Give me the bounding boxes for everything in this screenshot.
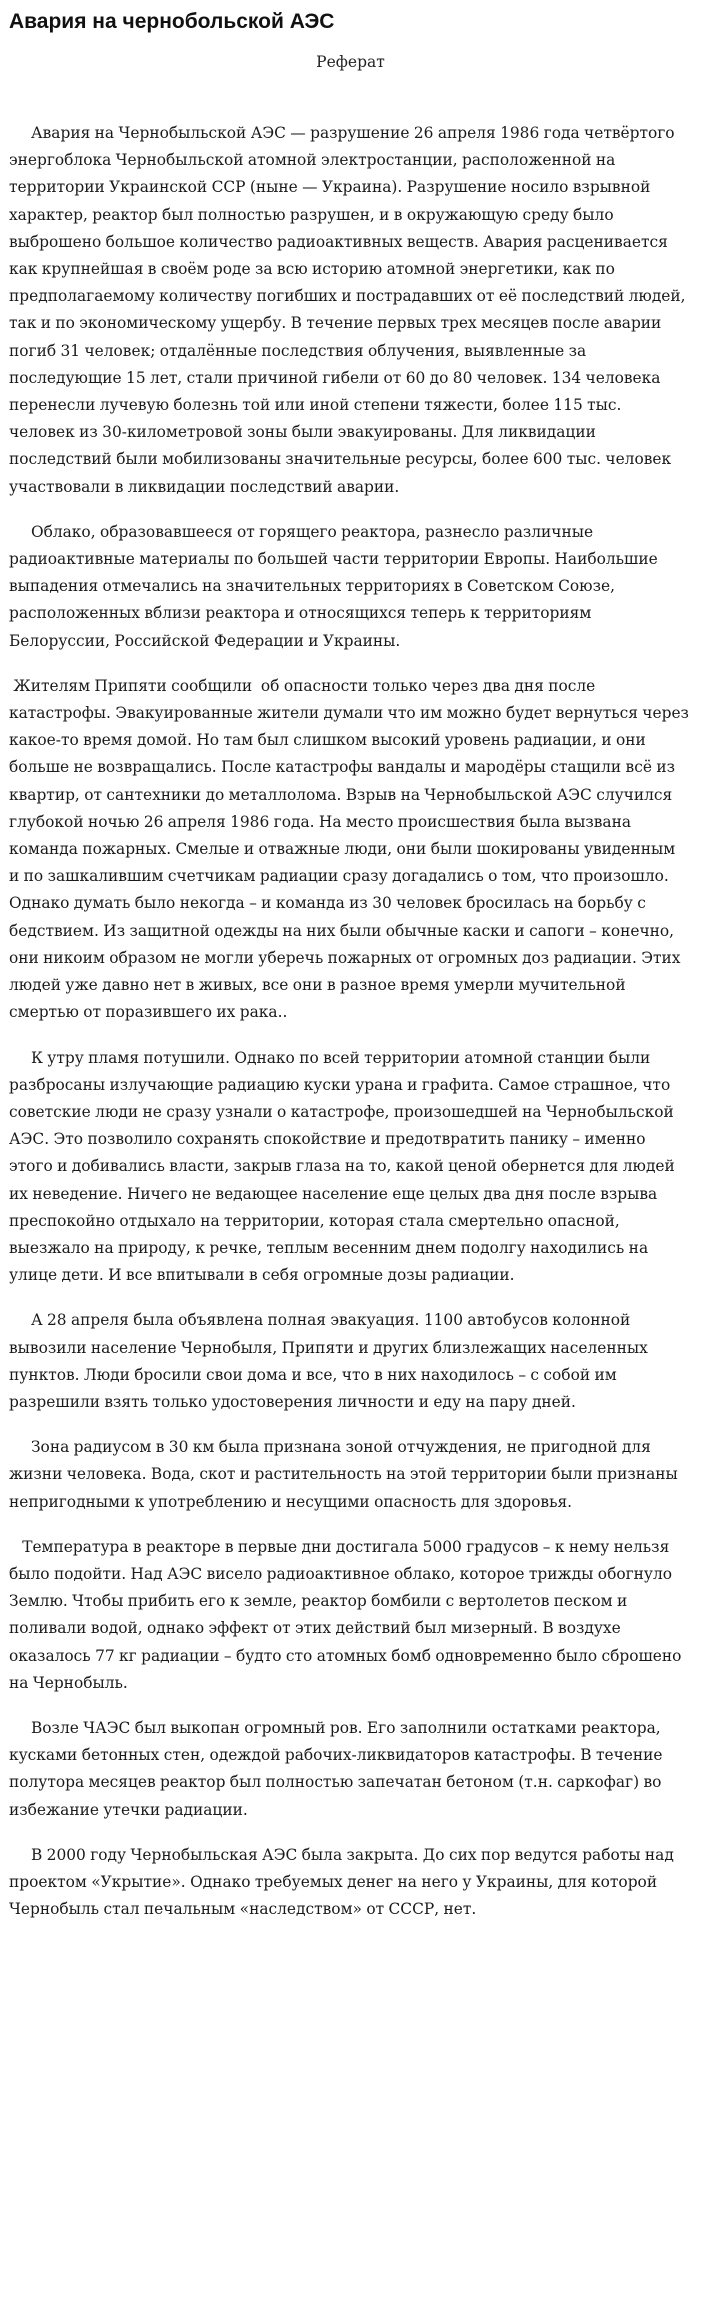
paragraph: К утру пламя потушили. Однако по всей территории атомной станции были разбросаны излучающие радиацию куски урана и графита. Самое страшное, что советские люди не сразу узнали о катастрофе, произошедшей на Чернобыльской АЭС. Это позволило сохранять спокойствие и предотвратить панику – именно этого и добивались власти, закрыв глаза на то, какой ценой обернется для людей их неведение. Ничего не ведающее население еще целых два дня после взрыва преспокойно отдыхало на территории, которая стала смертельно опасной, выезжало на природу, к речке, теплым весенним днем подолгу находились на улице дети. И все впитывали в себя огромные дозы радиации. bbox=[9, 1048, 680, 1285]
paragraph: В 2000 году Чернобыльская АЭС была закрыта. До сих пор ведутся работы над проектом «Укрытие». Однако требуемых денег на него у Украины, для которой Чернобыль стал печальным «наследством» от СССР, нет. bbox=[9, 1845, 679, 1919]
document-subtitle: Реферат bbox=[316, 53, 385, 71]
paragraph: Облако, образовавшееся от горящего реактора, разнесло различные радиоактивные материалы по большей части территории Европы. Наибольшие выпадения отмечались на значительных территориях в Советском Союзе, расположенных вблизи реактора и относящихся теперь к территориям Белоруссии, Российской Федерации и Украины. bbox=[9, 522, 663, 650]
paragraph: Жителям Припяти сообщили об опасности только через два дня после катастрофы. Эвакуированные жители думали что им можно будет вернуться через какое-то время домой. Но там был слишком высокий уровень радиации, и они больше не возвращались. После катастрофы вандалы и мародёры стащили всё из квартир, от сантехники до металлолома. Взрыв на Чернобыльской АЭС случился глубокой ночью 26 апреля 1986 года. На место происшествия была вызвана команда пожарных. Смелые и отважные люди, они были шокированы увиденным и по зашкалившим счетчикам радиации сразу догадались о том, что произошло. Однако думать было некогда – и команда из 30 человек бросилась на борьбу с бедствием. Из защитной одежды на них были обычные каски и сапоги – конечно, они никоим образом не могли уберечь пожарных от огромных доз радиации. Этих людей уже давно нет в живых, все они в разное время умерли мучительной смертью от поразившего их рака.. bbox=[9, 676, 694, 1022]
paragraph: Возле ЧАЭС был выкопан огромный ров. Его заполнили остатками реактора, кусками бетонных стен, одеждой рабочих-ликвидаторов катастрофы. В течение полутора месяцев реактор был полностью запечатан бетоном (т.н. саркофаг) во избежание утечки радиации. bbox=[9, 1718, 667, 1819]
paragraph: А 28 апреля была объявлена полная эвакуация. 1100 автобусов колонной вывозили население Чернобыля, Припяти и других близлежащих населенных пунктов. Люди бросили свои дома и все, что в них находилось – с собой им разрешили взять только удостоверения личности и еду на пару дней. bbox=[9, 1311, 653, 1411]
paragraph: Температура в реакторе в первые дни достигала 5000 градусов – к нему нельзя было подойти. Над АЭС висело радиоактивное облако, которое трижды обогнуло Землю. Чтобы прибить его к земле, реактор бомбили с вертолетов песком и поливали водой, однако эффект от этих действий был мизерный. В воздухе оказалось 77 кг радиации – будто сто атомных бомб одновременно было сброшено на Чернобыль. bbox=[9, 1537, 686, 1692]
paragraph: Зона радиусом в 30 км была признана зоной отчуждения, не пригодной для жизни человека. Вода, скот и растительность на этой территории были признаны непригодными к употреблению и несущими опасность для здоровья. bbox=[9, 1438, 683, 1511]
document-body bbox=[9, 120, 694, 1941]
paragraph: Авария на Чернобыльской АЭС — разрушение 26 апреля 1986 года четвёртого энергоблока Чернобыльской атомной электростанции, расположенной на территории Украинской ССР (ныне — Украина). Разрушение носило взрывной характер, реактор был полностью разрушен, и в окружающую среду было выброшено большое количество радиоактивных веществ. Авария расценивается как крупнейшая в своём роде за всю историю атомной энергетики, как по предполагаемому количеству погибших и пострадавших от её последствий людей, так и по экономическому ущербу. В течение первых трех месяцев после аварии погиб 31 человек; отдалённые последствия облучения, выявленные за последующие 15 лет, стали причиной гибели от 60 до 80 человек. 134 человека перенесли лучевую болезнь той или иной степени тяжести, более 115 тыс. человек из 30-километровой зоны были эвакуированы. Для ликвидации последствий были мобилизованы значительные ресурсы, более 600 тыс. человек участвовали в ликвидации последствий аварии. bbox=[9, 124, 690, 496]
document-title: Авария на чернобольской АЭС bbox=[9, 10, 335, 33]
